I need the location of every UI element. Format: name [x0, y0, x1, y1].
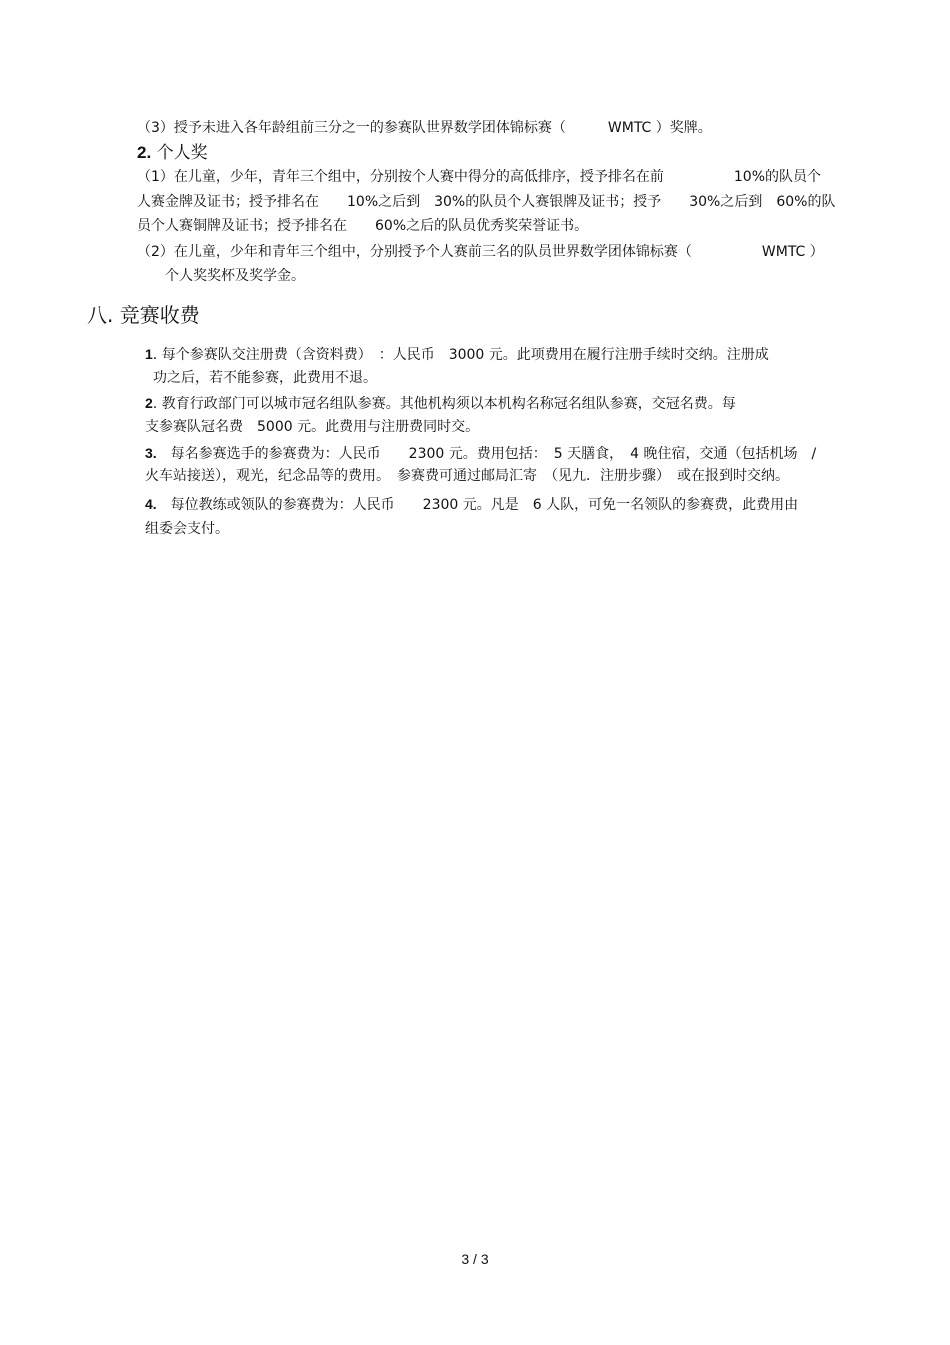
section-8-title: 八. 竞赛收费: [87, 303, 200, 327]
fee-item-1-number: 1: [145, 346, 153, 362]
individual-award-item-2-line-1: （2）在儿童，少年和青年三个组中，分别授予个人赛前三名的队员世界数学团体锦标赛（ WMTC ）: [137, 244, 824, 260]
fee-item-1-text: . 每个参赛队交注册费（含资料费） ：人民币 3000 元。此项费用在履行注册手续时交纳。注册成: [152, 347, 769, 363]
page-number: 3 / 3: [461, 1251, 489, 1267]
fee-item-1-line-2: 功之后，若不能参赛，此费用不退。: [153, 370, 377, 386]
individual-award-item-1-line-2: 人赛金牌及证书；授予排名在 10%之后到 30%的队员个人赛银牌及证书；授予 30%之后到 60%的队: [137, 194, 836, 210]
fee-item-4-number: 4.: [145, 496, 157, 512]
fee-item-1-line-1: [145, 344, 769, 365]
individual-award-item-1-line-1: （1）在儿童，少年，青年三个组中，分别按个人赛中得分的高低排序，授予排名在前 10%的队员个: [137, 169, 822, 185]
individual-awards-heading: [137, 142, 208, 164]
fee-item-3-text: 每名参赛选手的参赛费为：人民币 2300 元。费用包括： 5 天膳食， 4 晚住宿，交通（包括机场 /: [156, 446, 817, 462]
individual-award-item-1-line-3: 员个人赛铜牌及证书；授予排名在 60%之后的队员优秀奖荣誉证书。: [137, 218, 589, 234]
fee-item-4-line-2: 组委会支付。: [145, 521, 229, 537]
fee-item-2-line-2: 支参赛队冠名费 5000 元。此费用与注册费同时交。: [145, 419, 480, 435]
fee-item-2-line-1: [145, 393, 736, 414]
fee-item-3-line-2: 火车站接送），观光，纪念品等的费用。 参赛费可通过邮局汇寄 （见九．注册步骤） 或在报到时交纳。: [145, 468, 789, 484]
fee-item-3-number: 3.: [145, 445, 157, 461]
heading-text: 个人奖: [156, 143, 208, 163]
fee-item-3-line-1: [145, 443, 816, 464]
fee-item-2-number: 2: [145, 395, 153, 411]
individual-award-item-2-line-2: 个人奖奖杯及奖学金。: [165, 268, 305, 284]
fee-item-4-text: 每位教练或领队的参赛费为：人民币 2300 元。凡是 6 人队，可免一名领队的参赛费，此费用由: [156, 497, 799, 513]
fee-item-4-line-1: [145, 494, 798, 515]
team-award-item-3: （3）授予未进入各年龄组前三分之一的参赛队世界数学团体锦标赛（ WMTC ）奖牌。: [137, 120, 712, 136]
heading-number: 2.: [137, 143, 152, 162]
fee-item-2-text: . 教育行政部门可以城市冠名组队参赛。其他机构须以本机构名称冠名组队参赛，交冠名费。每: [152, 396, 736, 412]
